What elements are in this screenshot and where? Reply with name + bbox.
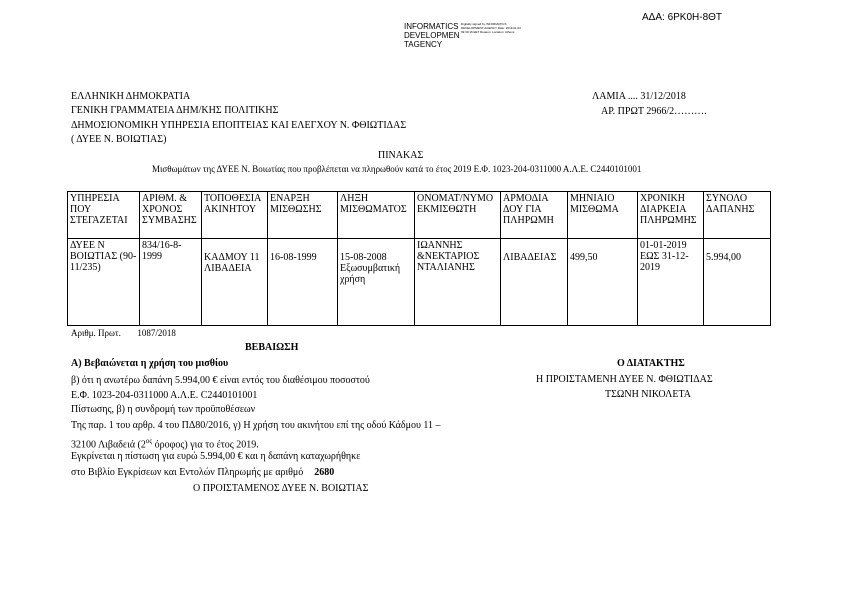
column-header: ΜΗΝΙΑΙΟ ΜΙΣΘΩΜΑ xyxy=(568,192,638,239)
certification-title: ΒΕΒΑΙΩΣΗ xyxy=(245,342,299,353)
signer-left: Ο ΠΡΟΙΣΤΑΜΕΝΟΣ ΔΥΕΕ Ν. ΒΟΙΩΤΙΑΣ xyxy=(193,483,369,494)
stamp-line-3: TAGENCY xyxy=(404,40,443,49)
certification-line-e: Της παρ. 1 του αρθρ. 4 του ΠΔ80/2016, γ) Η χρήση του ακινήτου επί της οδού Κάδμου 11 – xyxy=(71,420,441,431)
authorizer-role: Η ΠΡΟΙΣΤΑΜΕΝΗ ΔΥΕΕ Ν. ΦΘΙΩΤΙΔΑΣ xyxy=(536,374,713,385)
cell-start-wrap xyxy=(268,239,338,326)
stamp-small-text: Digitally signed by INFORMATICS DEVELOPMENT AGENCY Date: 2019.01.03 09:30:16 EET Reason: Location: Athens xyxy=(461,22,521,34)
column-header: ΛΗΞΗ ΜΙΣΘΩΜΑΤΟΣ xyxy=(338,192,415,239)
header-line-2: ΓΕΝΙΚΗ ΓΡΑΜΜΑΤΕΙΑ ΔΗΜ/ΚΗΣ ΠΟΛΙΤΙΚΗΣ xyxy=(71,105,279,116)
certification-line-c: Ε.Φ. 1023-204-0311000 Α.Λ.Ε. C2440101001 xyxy=(71,390,258,401)
cell-service: ΔΥΕΕ Ν ΒΟΙΩΤΙΑΣ (90-11/235) xyxy=(68,239,140,326)
cell-end: 15-08-2008 Εξωσυμβατική χρήση xyxy=(340,252,401,285)
column-header: ΕΝΑΡΞΗ ΜΙΣΘΩΣΗΣ xyxy=(268,192,338,239)
column-header: ΑΡΙΘΜ. & ΧΡΟΝΟΣ ΣΥΜΒΑΣΗΣ xyxy=(140,192,202,239)
column-header: ΟΝΟΜΑΤ/ΝΥΜΟ ΕΚΜΙΣΘΩΤΗ xyxy=(415,192,501,239)
cell-tax-office: ΛΙΒΑΔΕΙΑΣ xyxy=(503,252,557,263)
column-header: ΥΠΗΡΕΣΙΑ ΠΟΥ ΣΤΕΓΑΖΕΤΑΙ xyxy=(68,192,140,239)
cell-tax-office-wrap xyxy=(501,239,568,326)
cell-location-wrap xyxy=(202,239,268,326)
certification-line-h xyxy=(71,467,334,479)
protocol-note xyxy=(71,328,176,339)
cell-total-wrap xyxy=(704,239,771,326)
cell-duration: 01-01-2019 ΕΩΣ 31-12-2019 xyxy=(638,239,704,326)
certification-line-f-post: όροφος) για το έτος 2019. xyxy=(152,439,259,451)
column-header: ΑΡΜΟΔΙΑ ΔΟΥ ΓΙΑ ΠΛΗΡΩΜΗ xyxy=(501,192,568,239)
authorizer-title: Ο ΔΙΑΤΑΚΤΗΣ xyxy=(617,358,685,369)
stamp-line-2: DEVELOPMEN xyxy=(404,31,460,40)
cell-contract: 834/16-8-1999 xyxy=(140,239,202,326)
column-header: ΧΡΟΝΙΚΗ ΔΙΑΡΚΕΙΑ ΠΛΗΡΩΜΗΣ xyxy=(638,192,704,239)
certification-line-b: β) ότι η ανωτέρω δαπάνη 5.994,00 € είναι εντός του διαθέσιμου ποσοστού xyxy=(71,375,370,386)
protocol-note-label: Αριθμ. Πρωτ. xyxy=(71,328,121,338)
cell-monthly: 499,50 xyxy=(570,252,598,263)
cell-total: 5.994,00 xyxy=(706,252,741,263)
cell-location: ΚΑΔΜΟΥ 11 ΛΙΒΑΔΕΙΑ xyxy=(204,252,260,274)
protocol-note-value: 1087/2018 xyxy=(137,328,176,338)
certification-number: 2680 xyxy=(314,467,335,478)
cell-monthly-wrap xyxy=(568,239,638,326)
column-header: ΣΥΝΟΛΟ ΔΑΠΑΝΗΣ xyxy=(704,192,771,239)
certification-line-f-sup: ος xyxy=(145,437,153,445)
certification-line-h-text: στο Βιβλίο Εγκρίσεων και Εντολών Πληρωμής με αριθμό xyxy=(71,467,304,478)
column-header: ΤΟΠΟΘΕΣΙΑ ΑΚΙΝΗΤΟΥ xyxy=(202,192,268,239)
header-line-3: ΔΗΜΟΣΙΟΝΟΜΙΚΗ ΥΠΗΡΕΣΙΑ ΕΠΟΠΤΕΙΑΣ ΚΑΙ ΕΛΕΓΧΟΥ Ν. ΦΘΙΩΤΙΔΑΣ xyxy=(71,120,407,131)
certification-line-d: Πίστωσης, β) η συνδρομή των προϋποθέσεων xyxy=(71,404,256,415)
page-subtitle: Μισθωμάτων της ΔΥΕΕ Ν. Βοιωτίας που προβλέπεται να πληρωθούν κατά το έτος 2019 Ε.Φ. 1023-204-0311000 Α.Λ.Ε. C2440101001 xyxy=(152,164,642,174)
cell-lessor: ΙΩΑΝΝΗΣ &ΝΕΚΤΑΡΙΟΣ ΝΤΑΛΙΑΝΗΣ xyxy=(415,239,501,326)
header-date: ΛΑΜΙΑ .... 31/12/2018 xyxy=(592,91,686,102)
header-line-4: ( ΔΥΕΕ Ν. ΒΟΙΩΤΙΑΣ) xyxy=(71,134,167,145)
page-title: ΠΙΝΑΚΑΣ xyxy=(378,150,424,161)
cell-start: 16-08-1999 xyxy=(270,252,317,263)
certification-line-f-pre: 32100 Λιβαδειά (2 xyxy=(71,439,146,451)
cell-end-wrap xyxy=(338,239,415,326)
certification-line-f xyxy=(71,435,259,451)
table-row xyxy=(68,239,771,326)
signature-stamp xyxy=(404,22,460,49)
stamp-line-1: INFORMATICS xyxy=(404,22,459,31)
leases-table xyxy=(67,191,771,326)
certification-line-g: Εγκρίνεται η πίστωση για ευρώ 5.994,00 € και η δαπάνη καταχωρήθηκε xyxy=(71,451,361,462)
ada-code: ΑΔΑ: 6ΡΚ0Η-8ΘΤ xyxy=(642,12,723,23)
table-header-row xyxy=(68,192,771,239)
header-line-1: ΕΛΛΗΝΙΚΗ ΔΗΜΟΚΡΑΤΙΑ xyxy=(71,91,191,102)
authorizer-name: ΤΣΩΝΗ ΝΙΚΟΛΕΤΑ xyxy=(605,389,692,400)
header-protocol: ΑΡ. ΠΡΩΤ 2966/2………. xyxy=(601,106,707,117)
certification-line-a: Α) Βεβαιώνεται η χρήση του μισθίου xyxy=(71,358,229,369)
